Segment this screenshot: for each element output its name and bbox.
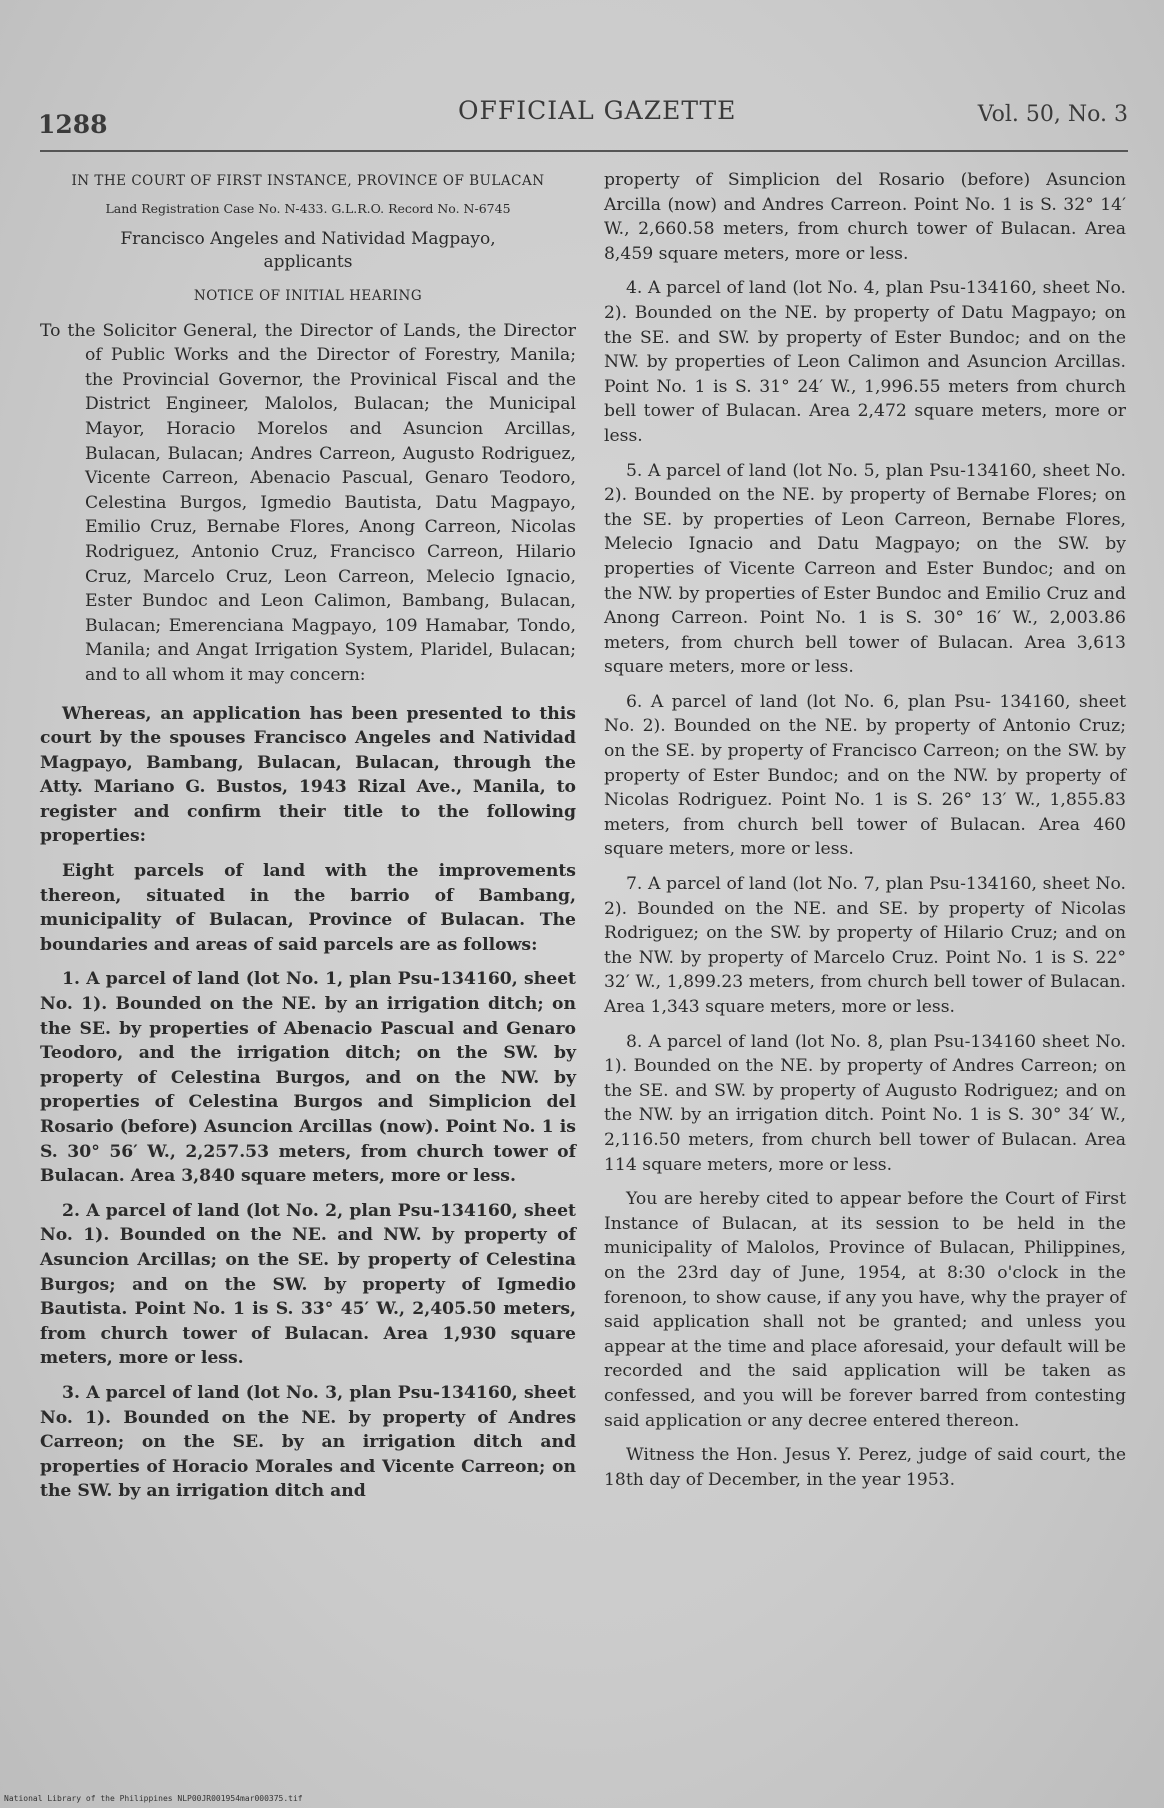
- left-column: [40, 168, 576, 1514]
- volume-number: Vol. 50, No. 3: [977, 102, 1128, 127]
- court-heading: IN THE COURT OF FIRST INSTANCE, PROVINCE OF BULACAN: [71, 173, 545, 189]
- applicants-names: Francisco Angeles and Natividad Magpayo,: [120, 229, 496, 249]
- scan-footer: National Library of the Philippines NLP00JR001954mar000375.tif: [4, 1794, 303, 1803]
- page-header: [38, 96, 1128, 140]
- continued-paragraph: property of Simplicion del Rosario (before) Asuncion Arcilla (now) and Andres Carreon. Point No. 1 is S. 32° 14′ W., 2,660.58 meters, from church tower of Bulacan. Area 8,459 square meters, more or less.: [604, 170, 1126, 264]
- case-number: Land Registration Case No. N-433. G.L.R.O. Record No. N-6745: [105, 201, 511, 216]
- applicants: [60, 228, 556, 274]
- parcel-paragraph: 5. A parcel of land (lot No. 5, plan Psu-134160, sheet No. 2). Bounded on the NE. by property of Bernabe Flores; on the SE. by properties of Leon Carreon, Bernabe Flores, Melecio Ignacio and Datu Magpayo; on the SW. by properties of Vicente Carreon and Ester Bundoc; and on the NW. by properties of Ester Bundoc and Emilio Cruz and Anong Carreon. Point No. 1 is S. 30° 16′ W., 2,003.86 meters, from church bell tower of Bulacan. Area 3,613 square meters, more or less.: [604, 460, 1126, 678]
- whereas-paragraph: Whereas, an application has been presented to this court by the spouses Francisco Angeles and Natividad Magpayo, Bambang, Bulacan, Bulacan, through the Atty. Mariano G. Bustos, 1943 Rizal Ave., Manila, to register and confirm their title to the following properties:: [40, 703, 576, 847]
- parcel-paragraph: 1. A parcel of land (lot No. 1, plan Psu-134160, sheet No. 1). Bounded on the NE. by an irrigation ditch; on the SE. by properties of Abenacio Pascual and Genaro Teodoro, and the irrigation ditch; on the SW. by property of Celestina Burgos, and on the NW. by properties of Celestina Burgos and Simplicion del Rosario (before) Asuncion Arcillas (now). Point No. 1 is S. 30° 56′ W., 2,257.53 meters, from church tower of Bulacan. Area 3,840 square meters, more or less.: [40, 969, 576, 1187]
- right-column: [604, 168, 1126, 1502]
- parcel-paragraph: 7. A parcel of land (lot No. 7, plan Psu-134160, sheet No. 2). Bounded on the NE. and SE. by property of Nicolas Rodriguez; on the SW. by property of Hilario Cruz; and on the NW. by property of Marcelo Cruz. Point No. 1 is S. 22° 32′ W., 1,899.23 meters, from church bell tower of Bulacan. Area 1,343 square meters, more or less.: [604, 874, 1126, 1017]
- witness-paragraph: Witness the Hon. Jesus Y. Perez, judge of said court, the 18th day of December, in the year 1953.: [604, 1445, 1126, 1490]
- citation-paragraph: You are hereby cited to appear before the Court of First Instance of Bulacan, at its session to be held in the municipality of Malolos, Province of Bulacan, Philippines, on the 23rd day of June, 1954, at 8:30 o'clock in the forenoon, to show cause, if any you have, why the prayer of said application shall not be granted; and unless you appear at the time and place aforesaid, your default will be recorded and the said application will be taken as confessed, and you will be forever barred from contesting said application or any decree entered thereon.: [604, 1189, 1126, 1431]
- applicants-label: applicants: [263, 252, 353, 272]
- notice-title: NOTICE OF INITIAL HEARING: [193, 288, 423, 304]
- notice-address: To the Solicitor General, the Director of Lands, the Director of Public Works and the Director of Forestry, Manila; the Provincial Governor, the Provinical Fiscal and the District Engineer, Malolos, Bulacan; the Municipal Mayor, Horacio Morelos and Asuncion Arcillas, Bulacan, Bulacan; Andres Carreon, Augusto Rodriguez, Vicente Carreon, Abenacio Pascual, Genaro Teodoro, Celestina Burgos, Igmedio Bautista, Datu Magpayo, Emilio Cruz, Bernabe Flores, Anong Carreon, Nicolas Rodriguez, Antonio Cruz, Francisco Carreon, Hilario Cruz, Marcelo Cruz, Leon Carreon, Melecio Ignacio, Ester Bundoc and Leon Calimon, Bambang, Bulacan, Bulacan; Emerenciana Magpayo, 109 Hamabar, Tondo, Manila; and Angat Irrigation System, Plaridel, Bulacan; and to all whom it may concern:: [40, 320, 576, 685]
- intro-paragraph: Eight parcels of land with the improvements thereon, situated in the barrio of Bambang, municipality of Bulacan, Province of Bulacan. The boundaries and areas of said parcels are as follows:: [40, 861, 576, 955]
- publication-title: OFFICIAL GAZETTE: [458, 96, 737, 125]
- parcel-paragraph: 4. A parcel of land (lot No. 4, plan Psu-134160, sheet No. 2). Bounded on the NE. by property of Datu Magpayo; on the SE. and SW. by property of Ester Bundoc; and on the NW. by properties of Leon Calimon and Asuncion Arcillas. Point No. 1 is S. 31° 24′ W., 1,996.55 meters from church bell tower of Bulacan. Area 2,472 square meters, more or less.: [604, 278, 1126, 446]
- header-rule: [40, 150, 1128, 152]
- page-number: 1288: [38, 110, 108, 139]
- parcel-paragraph: 6. A parcel of land (lot No. 6, plan Psu- 134160, sheet No. 2). Bounded on the NE. by property of Antonio Cruz; on the SE. by property of Francisco Carreon; on the SW. by property of Ester Bundoc; and on the NW. by property of Nicolas Rodriguez. Point No. 1 is S. 26° 13′ W., 1,855.83 meters, from church bell tower of Bulacan. Area 460 square meters, more or less.: [604, 691, 1126, 860]
- parcel-paragraph: 2. A parcel of land (lot No. 2, plan Psu-134160, sheet No. 1). Bounded on the NE. and NW. by property of Asuncion Arcillas; on the SE. by property of Celestina Burgos; and on the SW. by property of Igmedio Bautista. Point No. 1 is S. 33° 45′ W., 2,405.50 meters, from church tower of Bulacan. Area 1,930 square meters, more or less.: [40, 1200, 576, 1369]
- parcel-paragraph: 8. A parcel of land (lot No. 8, plan Psu-134160 sheet No. 1). Bounded on the NE. by property of Andres Carreon; on the SE. and SW. by property of Augusto Rodriguez; and on the NW. by an irrigation ditch. Point No. 1 is S. 30° 34′ W., 2,116.50 meters, from church bell tower of Bulacan. Area 114 square meters, more or less.: [604, 1031, 1126, 1175]
- parcel-paragraph: 3. A parcel of land (lot No. 3, plan Psu-134160, sheet No. 1). Bounded on the NE. by property of Andres Carreon; on the SE. by an irrigation ditch and properties of Horacio Morales and Vicente Carreon; on the SW. by an irrigation ditch and: [40, 1382, 576, 1502]
